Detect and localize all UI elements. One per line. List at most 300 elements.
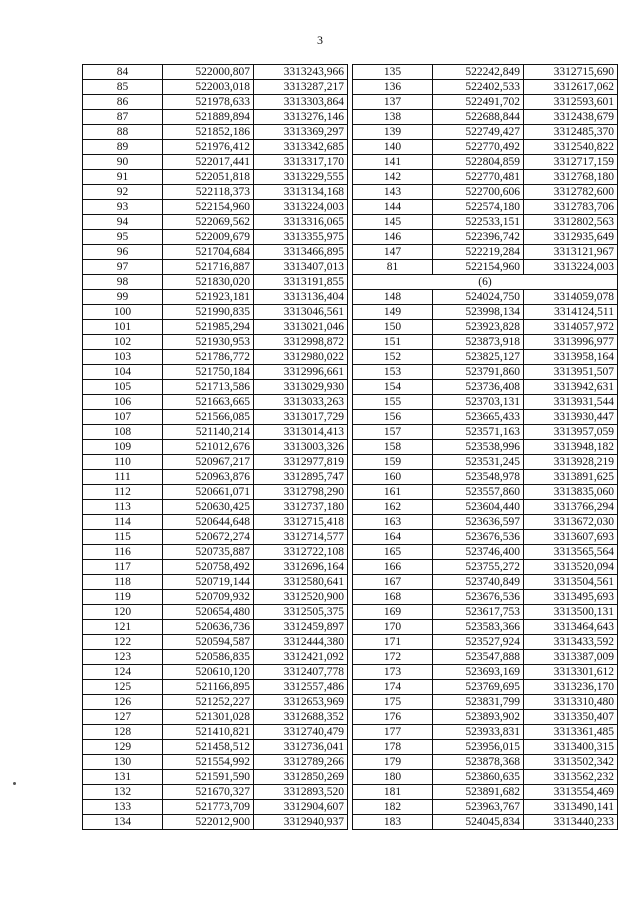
table-row [83, 740, 348, 755]
table-row [353, 770, 618, 785]
point-number: 156 [353, 410, 433, 425]
x-coordinate: 522012,900 [163, 815, 254, 830]
table-row [83, 515, 348, 530]
table-row [83, 770, 348, 785]
table-row [83, 620, 348, 635]
x-coordinate: 521458,512 [163, 740, 254, 755]
x-coordinate: 522118,373 [163, 185, 254, 200]
x-coordinate: 523736,408 [433, 380, 524, 395]
x-coordinate: 522491,702 [433, 95, 524, 110]
y-coordinate: 3312715,418 [254, 515, 348, 530]
y-coordinate: 3313046,561 [254, 305, 348, 320]
table-row [83, 95, 348, 110]
point-number: 181 [353, 785, 433, 800]
y-coordinate: 3313021,046 [254, 320, 348, 335]
y-coordinate: 3313014,413 [254, 425, 348, 440]
y-coordinate: 3313369,297 [254, 125, 348, 140]
y-coordinate: 3313121,967 [524, 245, 618, 260]
table-row [83, 350, 348, 365]
x-coordinate: 523878,368 [433, 755, 524, 770]
table-row [353, 380, 618, 395]
x-coordinate: 520610,120 [163, 665, 254, 680]
y-coordinate: 3312940,937 [254, 815, 348, 830]
y-coordinate: 3312540,822 [524, 140, 618, 155]
x-coordinate: 523583,366 [433, 620, 524, 635]
point-number: 98 [83, 275, 163, 290]
y-coordinate: 3313948,182 [524, 440, 618, 455]
point-number: 84 [83, 65, 163, 80]
table-row [83, 725, 348, 740]
table-row [353, 110, 618, 125]
y-coordinate: 3312557,486 [254, 680, 348, 695]
table-row [83, 305, 348, 320]
y-coordinate: 3313243,966 [254, 65, 348, 80]
x-coordinate: 521670,327 [163, 785, 254, 800]
x-coordinate: 523791,860 [433, 365, 524, 380]
x-coordinate: 522688,844 [433, 110, 524, 125]
x-coordinate: 523617,753 [433, 605, 524, 620]
point-number: 110 [83, 455, 163, 470]
table-row [353, 290, 618, 305]
x-coordinate: 522069,562 [163, 215, 254, 230]
point-number: 146 [353, 230, 433, 245]
coordinates-table-right [352, 64, 618, 830]
x-coordinate: 521889,894 [163, 110, 254, 125]
table-row [83, 335, 348, 350]
y-coordinate: 3313502,342 [524, 755, 618, 770]
x-coordinate: 522574,180 [433, 200, 524, 215]
table-row [353, 155, 618, 170]
table-row [353, 200, 618, 215]
x-coordinate: 523665,433 [433, 410, 524, 425]
x-coordinate: 523933,831 [433, 725, 524, 740]
point-number: 154 [353, 380, 433, 395]
point-number: 130 [83, 755, 163, 770]
table-row [83, 410, 348, 425]
table-row [353, 800, 618, 815]
table-row [353, 575, 618, 590]
x-coordinate: 521591,590 [163, 770, 254, 785]
x-coordinate: 523531,245 [433, 455, 524, 470]
table-row [83, 665, 348, 680]
y-coordinate: 3313224,003 [254, 200, 348, 215]
point-number: 107 [83, 410, 163, 425]
point-number: 93 [83, 200, 163, 215]
table-row [83, 110, 348, 125]
x-coordinate: 524024,750 [433, 290, 524, 305]
table-row [83, 635, 348, 650]
y-coordinate: 3312998,872 [254, 335, 348, 350]
y-coordinate: 3312740,479 [254, 725, 348, 740]
y-coordinate: 3313958,164 [524, 350, 618, 365]
table-row [83, 605, 348, 620]
table-row [83, 650, 348, 665]
point-number: 167 [353, 575, 433, 590]
point-number: 182 [353, 800, 433, 815]
table-row [353, 425, 618, 440]
y-coordinate: 3313433,592 [524, 635, 618, 650]
x-coordinate: 523831,799 [433, 695, 524, 710]
y-coordinate: 3312737,180 [254, 500, 348, 515]
x-coordinate: 521786,772 [163, 350, 254, 365]
y-coordinate: 3312653,969 [254, 695, 348, 710]
table-row [353, 65, 618, 80]
x-coordinate: 521140,214 [163, 425, 254, 440]
point-number: 89 [83, 140, 163, 155]
x-coordinate: 521301,028 [163, 710, 254, 725]
coordinates-table-left [82, 64, 348, 830]
table-row [353, 95, 618, 110]
x-coordinate: 523873,918 [433, 335, 524, 350]
point-number: 102 [83, 335, 163, 350]
table-row [353, 440, 618, 455]
x-coordinate: 521750,184 [163, 365, 254, 380]
y-coordinate: 3312904,607 [254, 800, 348, 815]
point-number: 96 [83, 245, 163, 260]
y-coordinate: 3312696,164 [254, 560, 348, 575]
x-coordinate: 523676,536 [433, 530, 524, 545]
y-coordinate: 3313287,217 [254, 80, 348, 95]
y-coordinate: 3313236,170 [524, 680, 618, 695]
x-coordinate: 521716,887 [163, 260, 254, 275]
point-number: 152 [353, 350, 433, 365]
x-coordinate: 521976,412 [163, 140, 254, 155]
point-number: 163 [353, 515, 433, 530]
x-coordinate: 523860,635 [433, 770, 524, 785]
point-number: 129 [83, 740, 163, 755]
table-row [83, 125, 348, 140]
point-number: 149 [353, 305, 433, 320]
table-row [353, 590, 618, 605]
y-coordinate: 3312593,601 [524, 95, 618, 110]
point-number: 134 [83, 815, 163, 830]
table-row [353, 815, 618, 830]
y-coordinate: 3313310,480 [524, 695, 618, 710]
table-row [353, 650, 618, 665]
y-coordinate: 3313276,146 [254, 110, 348, 125]
y-coordinate: 3312789,266 [254, 755, 348, 770]
y-coordinate: 3312459,897 [254, 620, 348, 635]
x-coordinate: 523956,015 [433, 740, 524, 755]
table-row [83, 200, 348, 215]
table-row [353, 755, 618, 770]
table-row [83, 245, 348, 260]
x-coordinate: 521930,953 [163, 335, 254, 350]
x-coordinate: 520672,274 [163, 530, 254, 545]
page-number: 3 [317, 33, 323, 47]
point-number: 101 [83, 320, 163, 335]
point-number: 114 [83, 515, 163, 530]
y-coordinate: 3313554,469 [524, 785, 618, 800]
point-number: 124 [83, 665, 163, 680]
point-number: 179 [353, 755, 433, 770]
x-coordinate: 523893,902 [433, 710, 524, 725]
point-number: 115 [83, 530, 163, 545]
table-row [83, 470, 348, 485]
y-coordinate: 3313891,625 [524, 470, 618, 485]
table-row [83, 80, 348, 95]
point-number: 174 [353, 680, 433, 695]
point-number: 122 [83, 635, 163, 650]
x-coordinate: 523891,682 [433, 785, 524, 800]
point-number: 111 [83, 470, 163, 485]
y-coordinate: 3313317,170 [254, 155, 348, 170]
table-row [353, 320, 618, 335]
point-number: 104 [83, 365, 163, 380]
point-number: 100 [83, 305, 163, 320]
table-row [83, 425, 348, 440]
y-coordinate: 3312850,269 [254, 770, 348, 785]
table-row [83, 155, 348, 170]
y-coordinate: 3312768,180 [524, 170, 618, 185]
x-coordinate: 521012,676 [163, 440, 254, 455]
x-coordinate: 523746,400 [433, 545, 524, 560]
x-coordinate: 520735,887 [163, 545, 254, 560]
table-row [353, 215, 618, 230]
y-coordinate: 3313301,612 [524, 665, 618, 680]
y-coordinate: 3313440,233 [524, 815, 618, 830]
table-row [353, 80, 618, 95]
x-coordinate: 521985,294 [163, 320, 254, 335]
table-row [353, 305, 618, 320]
x-coordinate: 523636,597 [433, 515, 524, 530]
point-number: 131 [83, 770, 163, 785]
y-coordinate: 3313565,564 [524, 545, 618, 560]
y-coordinate: 3313766,294 [524, 500, 618, 515]
table-row [83, 140, 348, 155]
y-coordinate: 3313607,693 [524, 530, 618, 545]
y-coordinate: 3313350,407 [524, 710, 618, 725]
x-coordinate: 522051,818 [163, 170, 254, 185]
y-coordinate: 3313504,561 [524, 575, 618, 590]
x-coordinate: 520963,876 [163, 470, 254, 485]
table-row [353, 260, 618, 275]
x-coordinate: 522017,441 [163, 155, 254, 170]
x-coordinate: 522242,849 [433, 65, 524, 80]
table-row [83, 590, 348, 605]
x-coordinate: 521554,992 [163, 755, 254, 770]
x-coordinate: 520758,492 [163, 560, 254, 575]
table-row [353, 725, 618, 740]
point-number: 165 [353, 545, 433, 560]
point-number: 169 [353, 605, 433, 620]
y-coordinate: 3312798,290 [254, 485, 348, 500]
x-coordinate: 523998,134 [433, 305, 524, 320]
x-coordinate: 521978,633 [163, 95, 254, 110]
table-row [353, 605, 618, 620]
y-coordinate: 3313942,631 [524, 380, 618, 395]
point-number: 92 [83, 185, 163, 200]
y-coordinate: 3312715,690 [524, 65, 618, 80]
x-coordinate: 522003,018 [163, 80, 254, 95]
section-row [353, 275, 618, 290]
table-row [83, 215, 348, 230]
x-coordinate: 523755,272 [433, 560, 524, 575]
point-number: 105 [83, 380, 163, 395]
y-coordinate: 3312802,563 [524, 215, 618, 230]
x-coordinate: 523963,767 [433, 800, 524, 815]
point-number: 127 [83, 710, 163, 725]
y-coordinate: 3313017,729 [254, 410, 348, 425]
point-number: 118 [83, 575, 163, 590]
point-number: 158 [353, 440, 433, 455]
point-number: 86 [83, 95, 163, 110]
table-row [353, 335, 618, 350]
point-number: 160 [353, 470, 433, 485]
y-coordinate: 3312688,352 [254, 710, 348, 725]
x-coordinate: 523703,131 [433, 395, 524, 410]
point-number: 126 [83, 695, 163, 710]
section-label: (6) [353, 275, 618, 290]
y-coordinate: 3313342,685 [254, 140, 348, 155]
table-row [353, 530, 618, 545]
x-coordinate: 521923,181 [163, 290, 254, 305]
x-coordinate: 523547,888 [433, 650, 524, 665]
y-coordinate: 3312714,577 [254, 530, 348, 545]
table-row [83, 365, 348, 380]
point-number: 135 [353, 65, 433, 80]
y-coordinate: 3313316,065 [254, 215, 348, 230]
table-row [83, 695, 348, 710]
x-coordinate: 523604,440 [433, 500, 524, 515]
point-number: 153 [353, 365, 433, 380]
x-coordinate: 522396,742 [433, 230, 524, 245]
x-coordinate: 523769,695 [433, 680, 524, 695]
table-row [83, 440, 348, 455]
x-coordinate: 522700,606 [433, 185, 524, 200]
x-coordinate: 523527,924 [433, 635, 524, 650]
y-coordinate: 3313835,060 [524, 485, 618, 500]
y-coordinate: 3313520,094 [524, 560, 618, 575]
x-coordinate: 522154,960 [163, 200, 254, 215]
y-coordinate: 3313229,555 [254, 170, 348, 185]
table-row [83, 710, 348, 725]
x-coordinate: 522804,859 [433, 155, 524, 170]
y-coordinate: 3312617,062 [524, 80, 618, 95]
y-coordinate: 3313303,864 [254, 95, 348, 110]
table-row [353, 545, 618, 560]
table-row [353, 350, 618, 365]
point-number: 136 [353, 80, 433, 95]
point-number: 94 [83, 215, 163, 230]
y-coordinate: 3313495,693 [524, 590, 618, 605]
point-number: 161 [353, 485, 433, 500]
point-number: 99 [83, 290, 163, 305]
y-coordinate: 3313361,485 [524, 725, 618, 740]
y-coordinate: 3312717,159 [524, 155, 618, 170]
y-coordinate: 3312485,370 [524, 125, 618, 140]
table-row [83, 800, 348, 815]
point-number: 151 [353, 335, 433, 350]
point-number: 119 [83, 590, 163, 605]
y-coordinate: 3313400,315 [524, 740, 618, 755]
point-number: 170 [353, 620, 433, 635]
table-row [83, 395, 348, 410]
point-number: 144 [353, 200, 433, 215]
table-row [83, 815, 348, 830]
table-row [83, 290, 348, 305]
y-coordinate: 3313672,030 [524, 515, 618, 530]
x-coordinate: 521566,085 [163, 410, 254, 425]
table-row [353, 560, 618, 575]
scan-speck [13, 782, 16, 785]
y-coordinate: 3313136,404 [254, 290, 348, 305]
table-row [83, 785, 348, 800]
x-coordinate: 522000,807 [163, 65, 254, 80]
y-coordinate: 3314057,972 [524, 320, 618, 335]
table-row [83, 680, 348, 695]
table-row [353, 470, 618, 485]
x-coordinate: 523548,978 [433, 470, 524, 485]
y-coordinate: 3312996,661 [254, 365, 348, 380]
table-row [353, 455, 618, 470]
table-row [83, 320, 348, 335]
point-number: 116 [83, 545, 163, 560]
point-number: 148 [353, 290, 433, 305]
point-number: 120 [83, 605, 163, 620]
x-coordinate: 520967,217 [163, 455, 254, 470]
point-number: 159 [353, 455, 433, 470]
x-coordinate: 522009,679 [163, 230, 254, 245]
y-coordinate: 3313224,003 [524, 260, 618, 275]
table-row [353, 395, 618, 410]
y-coordinate: 3313029,930 [254, 380, 348, 395]
x-coordinate: 520630,425 [163, 500, 254, 515]
table-row [83, 545, 348, 560]
y-coordinate: 3313464,643 [524, 620, 618, 635]
y-coordinate: 3313466,895 [254, 245, 348, 260]
x-coordinate: 522533,151 [433, 215, 524, 230]
y-coordinate: 3313355,975 [254, 230, 348, 245]
table-row [353, 620, 618, 635]
x-coordinate: 520654,480 [163, 605, 254, 620]
table-row [83, 275, 348, 290]
x-coordinate: 521410,821 [163, 725, 254, 740]
table-row [353, 695, 618, 710]
point-number: 117 [83, 560, 163, 575]
y-coordinate: 3312444,380 [254, 635, 348, 650]
point-number: 123 [83, 650, 163, 665]
x-coordinate: 523676,536 [433, 590, 524, 605]
y-coordinate: 3312895,747 [254, 470, 348, 485]
point-number: 138 [353, 110, 433, 125]
y-coordinate: 3313957,059 [524, 425, 618, 440]
table-row [353, 185, 618, 200]
point-number: 97 [83, 260, 163, 275]
point-number: 139 [353, 125, 433, 140]
point-number: 143 [353, 185, 433, 200]
x-coordinate: 521166,895 [163, 680, 254, 695]
point-number: 121 [83, 620, 163, 635]
y-coordinate: 3312438,679 [524, 110, 618, 125]
x-coordinate: 521990,835 [163, 305, 254, 320]
point-number: 112 [83, 485, 163, 500]
table-row [83, 185, 348, 200]
y-coordinate: 3312722,108 [254, 545, 348, 560]
table-row [83, 530, 348, 545]
table-row [83, 485, 348, 500]
table-row [353, 515, 618, 530]
point-number: 145 [353, 215, 433, 230]
point-number: 157 [353, 425, 433, 440]
y-coordinate: 3313500,131 [524, 605, 618, 620]
y-coordinate: 3314124,511 [524, 305, 618, 320]
x-coordinate: 520586,835 [163, 650, 254, 665]
table-row [353, 125, 618, 140]
x-coordinate: 523740,849 [433, 575, 524, 590]
table-row [353, 140, 618, 155]
point-number: 155 [353, 395, 433, 410]
